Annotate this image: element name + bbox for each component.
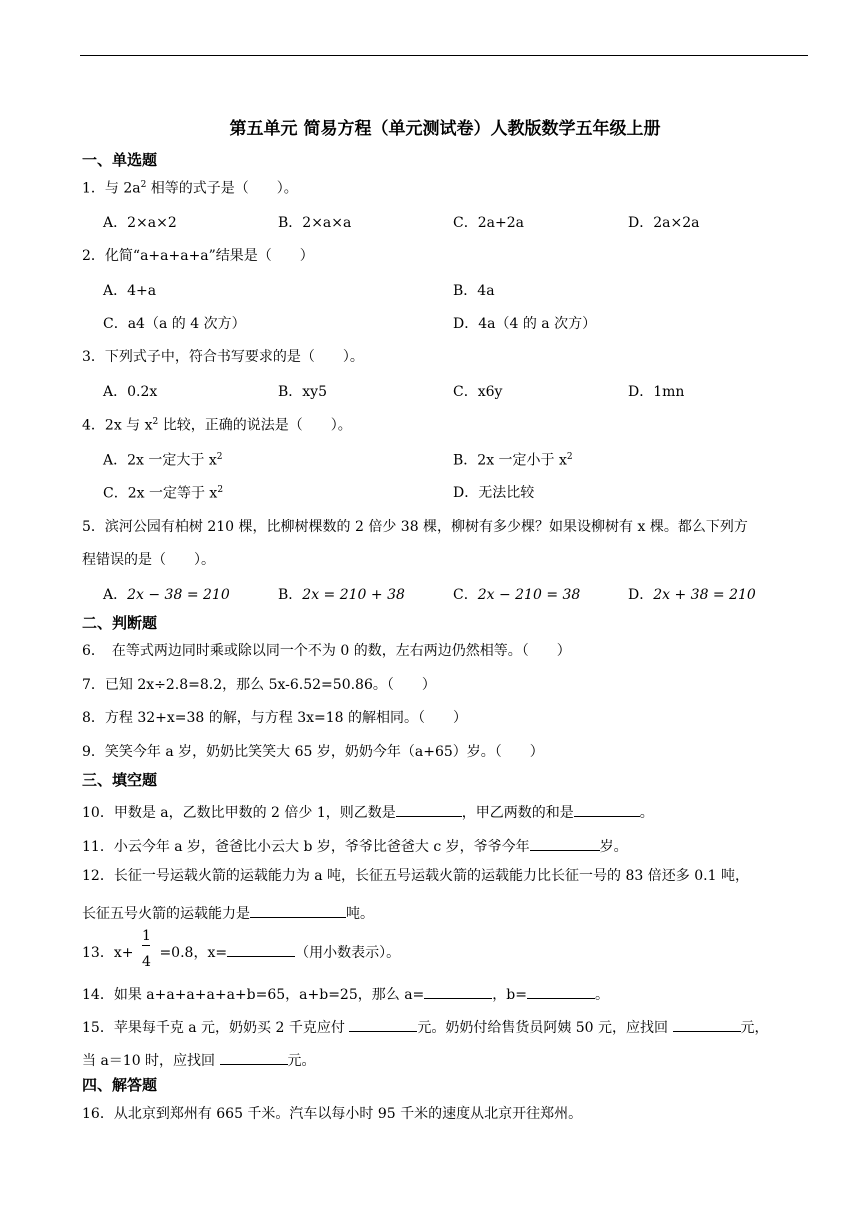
- section-heading-true-false: 二、判断题: [82, 614, 158, 632]
- q15-blank-3[interactable]: [220, 1050, 288, 1065]
- question-5-line-2: 程错误的是（ ）。: [82, 552, 215, 568]
- q15-blank-2[interactable]: [673, 1017, 741, 1032]
- question-8: 8．方程 32+x=38 的解，与方程 3x=18 的解相同。（ ）: [82, 710, 468, 726]
- q10-blank-2[interactable]: [574, 802, 640, 817]
- q5-option-c[interactable]: C．2x − 210 = 38: [453, 587, 581, 603]
- question-13: 13．x+ =0.8，x= （用小数表示）。: [82, 942, 400, 960]
- question-10: 10．甲数是 a，乙数比甲数的 2 倍少 1，则乙数是 ，甲乙两数的和是 。: [82, 802, 654, 820]
- q1-option-a[interactable]: A．2×a×2: [103, 215, 177, 231]
- q2-option-b[interactable]: B．4a: [453, 283, 495, 299]
- page-title: 第五单元 简易方程（单元测试卷）人教版数学五年级上册: [229, 119, 661, 139]
- q5-option-a[interactable]: A．2x − 38 = 210: [103, 587, 230, 603]
- fraction-bar: [142, 945, 150, 946]
- q11-blank[interactable]: [530, 836, 600, 851]
- q4-option-d[interactable]: D．无法比较: [453, 485, 535, 501]
- header-rule: [80, 55, 808, 56]
- question-4: 4．2x 与 $x^2$ 比较，正确的说法是（ ）。: [82, 417, 352, 434]
- q14-blank-2[interactable]: [527, 984, 595, 999]
- q15-blank-1[interactable]: [349, 1017, 417, 1032]
- question-3: 3．下列式子中，符合书写要求的是（ ）。: [82, 349, 364, 365]
- question-15-line-1: 15．苹果每千克 a 元，奶奶买 2 千克应付 元。奶奶付给售货员阿姨 50 元，应找回 元，: [82, 1017, 769, 1035]
- q14-blank-1[interactable]: [424, 984, 492, 999]
- section-heading-answer: 四、解答题: [82, 1076, 158, 1094]
- q3-option-c[interactable]: C．x6y: [453, 384, 503, 400]
- q3-option-a[interactable]: A．0.2x: [103, 384, 158, 400]
- q2-option-c[interactable]: C．a4（a 的 4 次方）: [103, 316, 246, 332]
- q3-option-d[interactable]: D．1mn: [628, 384, 685, 400]
- q5-option-d[interactable]: D．2x + 38 = 210: [628, 587, 756, 603]
- question-11: 11．小云今年 a 岁，爸爸比小云大 b 岁，爷爷比爸爸大 c 岁，爷爷今年 岁。: [82, 836, 628, 854]
- q2-option-d[interactable]: D．4a（4 的 a 次方）: [453, 316, 597, 332]
- q5-option-b[interactable]: B．2x = 210 + 38: [278, 587, 405, 603]
- question-7: 7．已知 2x÷2.8=8.2，那么 5x-6.52=50.86。（ ）: [82, 677, 436, 693]
- question-12-line-2: 长征五号火箭的运载能力是 吨。: [82, 903, 374, 921]
- question-14: 14．如果 a+a+a+a+a+b=65，a+b=25，那么 a= ，b= 。: [82, 984, 609, 1002]
- fraction-numerator: 1: [142, 928, 151, 944]
- question-5-line-1: 5．滨河公园有柏树 210 棵，比柳树棵数的 2 倍少 38 棵，柳树有多少棵？如果设柳树有 x 棵。都么下列方: [82, 519, 748, 535]
- q1-option-b[interactable]: B．2×a×a: [278, 215, 352, 231]
- q3-option-b[interactable]: B．xy5: [278, 384, 327, 400]
- q4-option-a[interactable]: A．2x 一定大于 $x^2$: [103, 452, 223, 469]
- question-15-line-2: 当 a＝10 时，应找回 元。: [82, 1050, 316, 1068]
- q12-blank[interactable]: [250, 903, 346, 918]
- q4-option-b[interactable]: B．2x 一定小于 $x^2$: [453, 452, 573, 469]
- question-1: 1．与 $2a^2$ 相等的式子是（ ）。: [82, 180, 298, 197]
- q13-blank[interactable]: [227, 942, 295, 957]
- q1-option-d[interactable]: D．2a×2a: [628, 215, 700, 231]
- question-12-line-1: 12．长征一号运载火箭的运载能力为 a 吨，长征五号运载火箭的运载能力比长征一号的 83 倍还多 0.1 吨，: [82, 868, 749, 884]
- q2-option-a[interactable]: A．4+a: [103, 283, 157, 299]
- question-16: 16．从北京到郑州有 665 千米。汽车以每小时 95 千米的速度从北京开往郑州。: [82, 1106, 583, 1122]
- fraction-denominator: 4: [142, 954, 151, 970]
- q10-blank-1[interactable]: [396, 802, 462, 817]
- question-9: 9．笑笑今年 a 岁，奶奶比笑笑大 65 岁，奶奶今年（a+65）岁。（ ）: [82, 744, 544, 760]
- section-heading-fill-blank: 三、填空题: [82, 771, 158, 789]
- question-6: 6． 在等式两边同时乘或除以同一个不为 0 的数，左右两边仍然相等。（ ）: [82, 643, 571, 659]
- q1-option-c[interactable]: C．2a+2a: [453, 215, 524, 231]
- question-2: 2．化简“a+a+a+a”结果是（ ）: [82, 248, 314, 264]
- section-heading-single-choice: 一、单选题: [82, 151, 158, 169]
- q4-option-c[interactable]: C．2x 一定等于 $x^2$: [103, 485, 224, 502]
